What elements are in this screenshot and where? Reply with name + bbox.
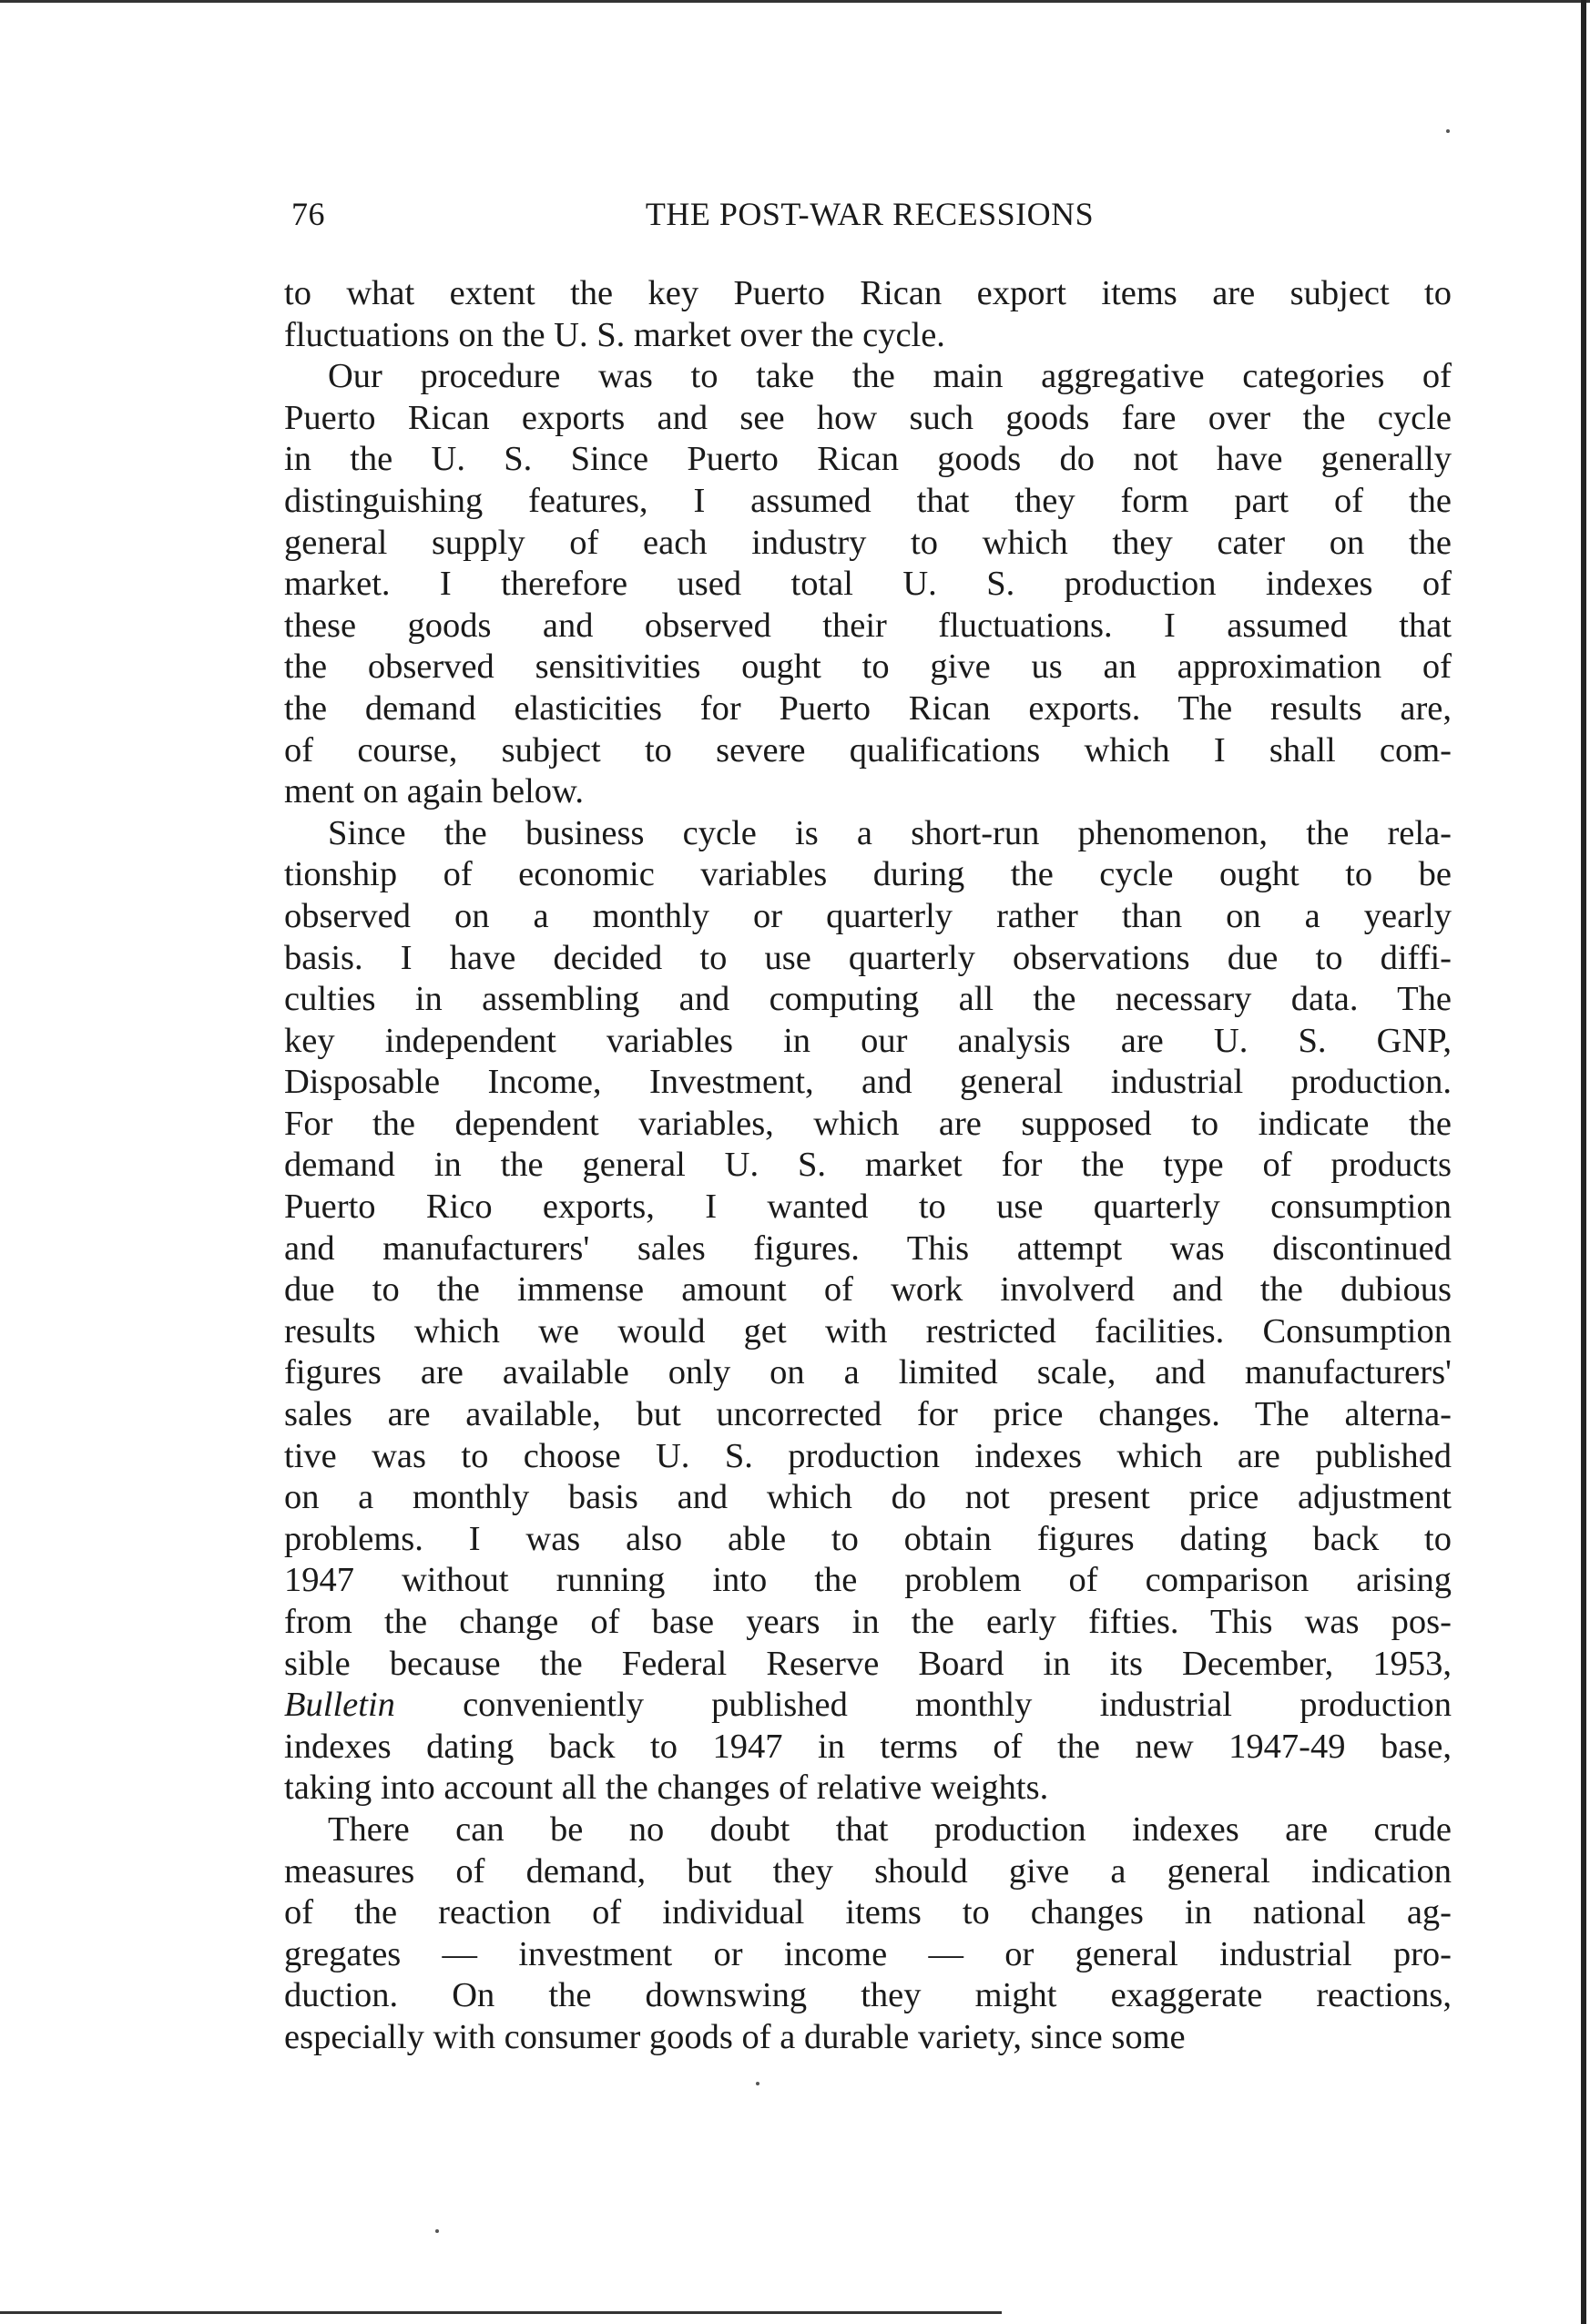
text-line: the observed sensitivities ought to give us an approximation of xyxy=(284,647,1452,687)
text-line: key independent variables in our analysis are U. S. GNP, xyxy=(284,1021,1452,1060)
text-line: problems. I was also able to obtain figures dating back to xyxy=(284,1519,1452,1558)
text-line: of the reaction of individual items to changes in national ag- xyxy=(284,1893,1452,1932)
text-line: fluctuations on the U. S. market over the cycle. xyxy=(284,315,945,354)
text-line: demand in the general U. S. market for the type of products xyxy=(284,1146,1452,1185)
scan-edge-bottom xyxy=(0,2311,1002,2314)
text-line: Puerto Rico exports, I wanted to use quarterly consumption xyxy=(284,1187,1452,1227)
paragraph xyxy=(284,273,1452,356)
text-line: these goods and observed their fluctuations. I assumed that xyxy=(284,606,1452,645)
text-line: to what extent the key Puerto Rican export items are subject to xyxy=(284,274,1452,312)
text-line: on a monthly basis and which do not present price adjustment xyxy=(284,1478,1452,1517)
text-line: Disposable Income, Investment, and general industrial production. xyxy=(284,1063,1452,1102)
running-head xyxy=(291,195,1448,244)
scan-edge-right xyxy=(1581,0,1586,2324)
text-line: sible because the Federal Reserve Board in its December, 1953, xyxy=(284,1644,1452,1683)
text-line: observed on a monthly or quarterly rather than on a yearly xyxy=(284,896,1452,935)
page-number: 76 xyxy=(291,196,325,232)
text-line: 1947 without running into the problem of comparison arising xyxy=(284,1561,1452,1600)
text-line: tive was to choose U. S. production indexes which are published xyxy=(284,1436,1452,1475)
paragraph xyxy=(284,356,1452,813)
text-line: duction. On the downswing they might exaggerate reactions, xyxy=(284,1976,1452,2015)
text-line: in the U. S. Since Puerto Rican goods do not have generally xyxy=(284,440,1452,479)
scan-speck xyxy=(1446,129,1450,133)
text-line: gregates — investment or income — or general industrial pro- xyxy=(284,1934,1452,1973)
scan-edge-top xyxy=(0,0,1590,3)
text-line: basis. I have decided to use quarterly observations due to diffi- xyxy=(284,938,1452,977)
text-line: market. I therefore used total U. S. production indexes of xyxy=(284,565,1452,604)
text-line: Since the business cycle is a short-run phenomenon, the rela- xyxy=(328,813,1452,852)
text-line: distinguishing features, I assumed that they form part of the xyxy=(284,481,1452,520)
text-line: There can be no doubt that production indexes are crude xyxy=(328,1809,1452,1849)
paragraph xyxy=(284,813,1452,1809)
text-line: results which we would get with restricted facilities. Consumption xyxy=(284,1311,1452,1351)
text-line: due to the immense amount of work involverd and the dubious xyxy=(284,1270,1452,1310)
body-text xyxy=(284,273,1452,2059)
text-line: sales are available, but uncorrected for price changes. The alterna- xyxy=(284,1395,1452,1434)
text-line: tionship of economic variables during the cycle ought to be xyxy=(284,855,1452,894)
text-line: figures are available only on a limited scale, and manufacturers' xyxy=(284,1353,1452,1392)
scan-speck xyxy=(756,2082,759,2085)
text-line: Bulletin conveniently published monthly industrial production xyxy=(284,1686,1452,1725)
text-line: of course, subject to severe qualifications which I shall com- xyxy=(284,730,1452,770)
text-line: the demand elasticities for Puerto Rican exports. The results are, xyxy=(284,688,1452,728)
text-line: taking into account all the changes of relative weights. xyxy=(284,1768,1049,1808)
text-line: ment on again below. xyxy=(284,772,584,811)
scan-speck xyxy=(435,2229,439,2233)
running-title: THE POST-WAR RECESSIONS xyxy=(645,196,1095,232)
text-line: general supply of each industry to which they cater on the xyxy=(284,523,1452,562)
text-line: from the change of base years in the early fifties. This was pos- xyxy=(284,1603,1452,1641)
text-line: especially with consumer goods of a durable variety, since some xyxy=(284,2017,1186,2056)
text-line: Puerto Rican exports and see how such goods fare over the cycle xyxy=(284,398,1452,437)
italic-title: Bulletin xyxy=(284,1686,395,1725)
text-line: indexes dating back to 1947 in terms of the new 1947-49 base, xyxy=(284,1727,1452,1766)
paragraph xyxy=(284,1809,1452,2059)
text-line: measures of demand, but they should give a general indication xyxy=(284,1851,1452,1891)
text-line: For the dependent variables, which are supposed to indicate the xyxy=(284,1104,1452,1143)
text-line: culties in assembling and computing all the necessary data. The xyxy=(284,980,1452,1019)
text-line: and manufacturers' sales figures. This attempt was discontinued xyxy=(284,1228,1452,1268)
text-line: Our procedure was to take the main aggregative categories of xyxy=(328,357,1452,396)
